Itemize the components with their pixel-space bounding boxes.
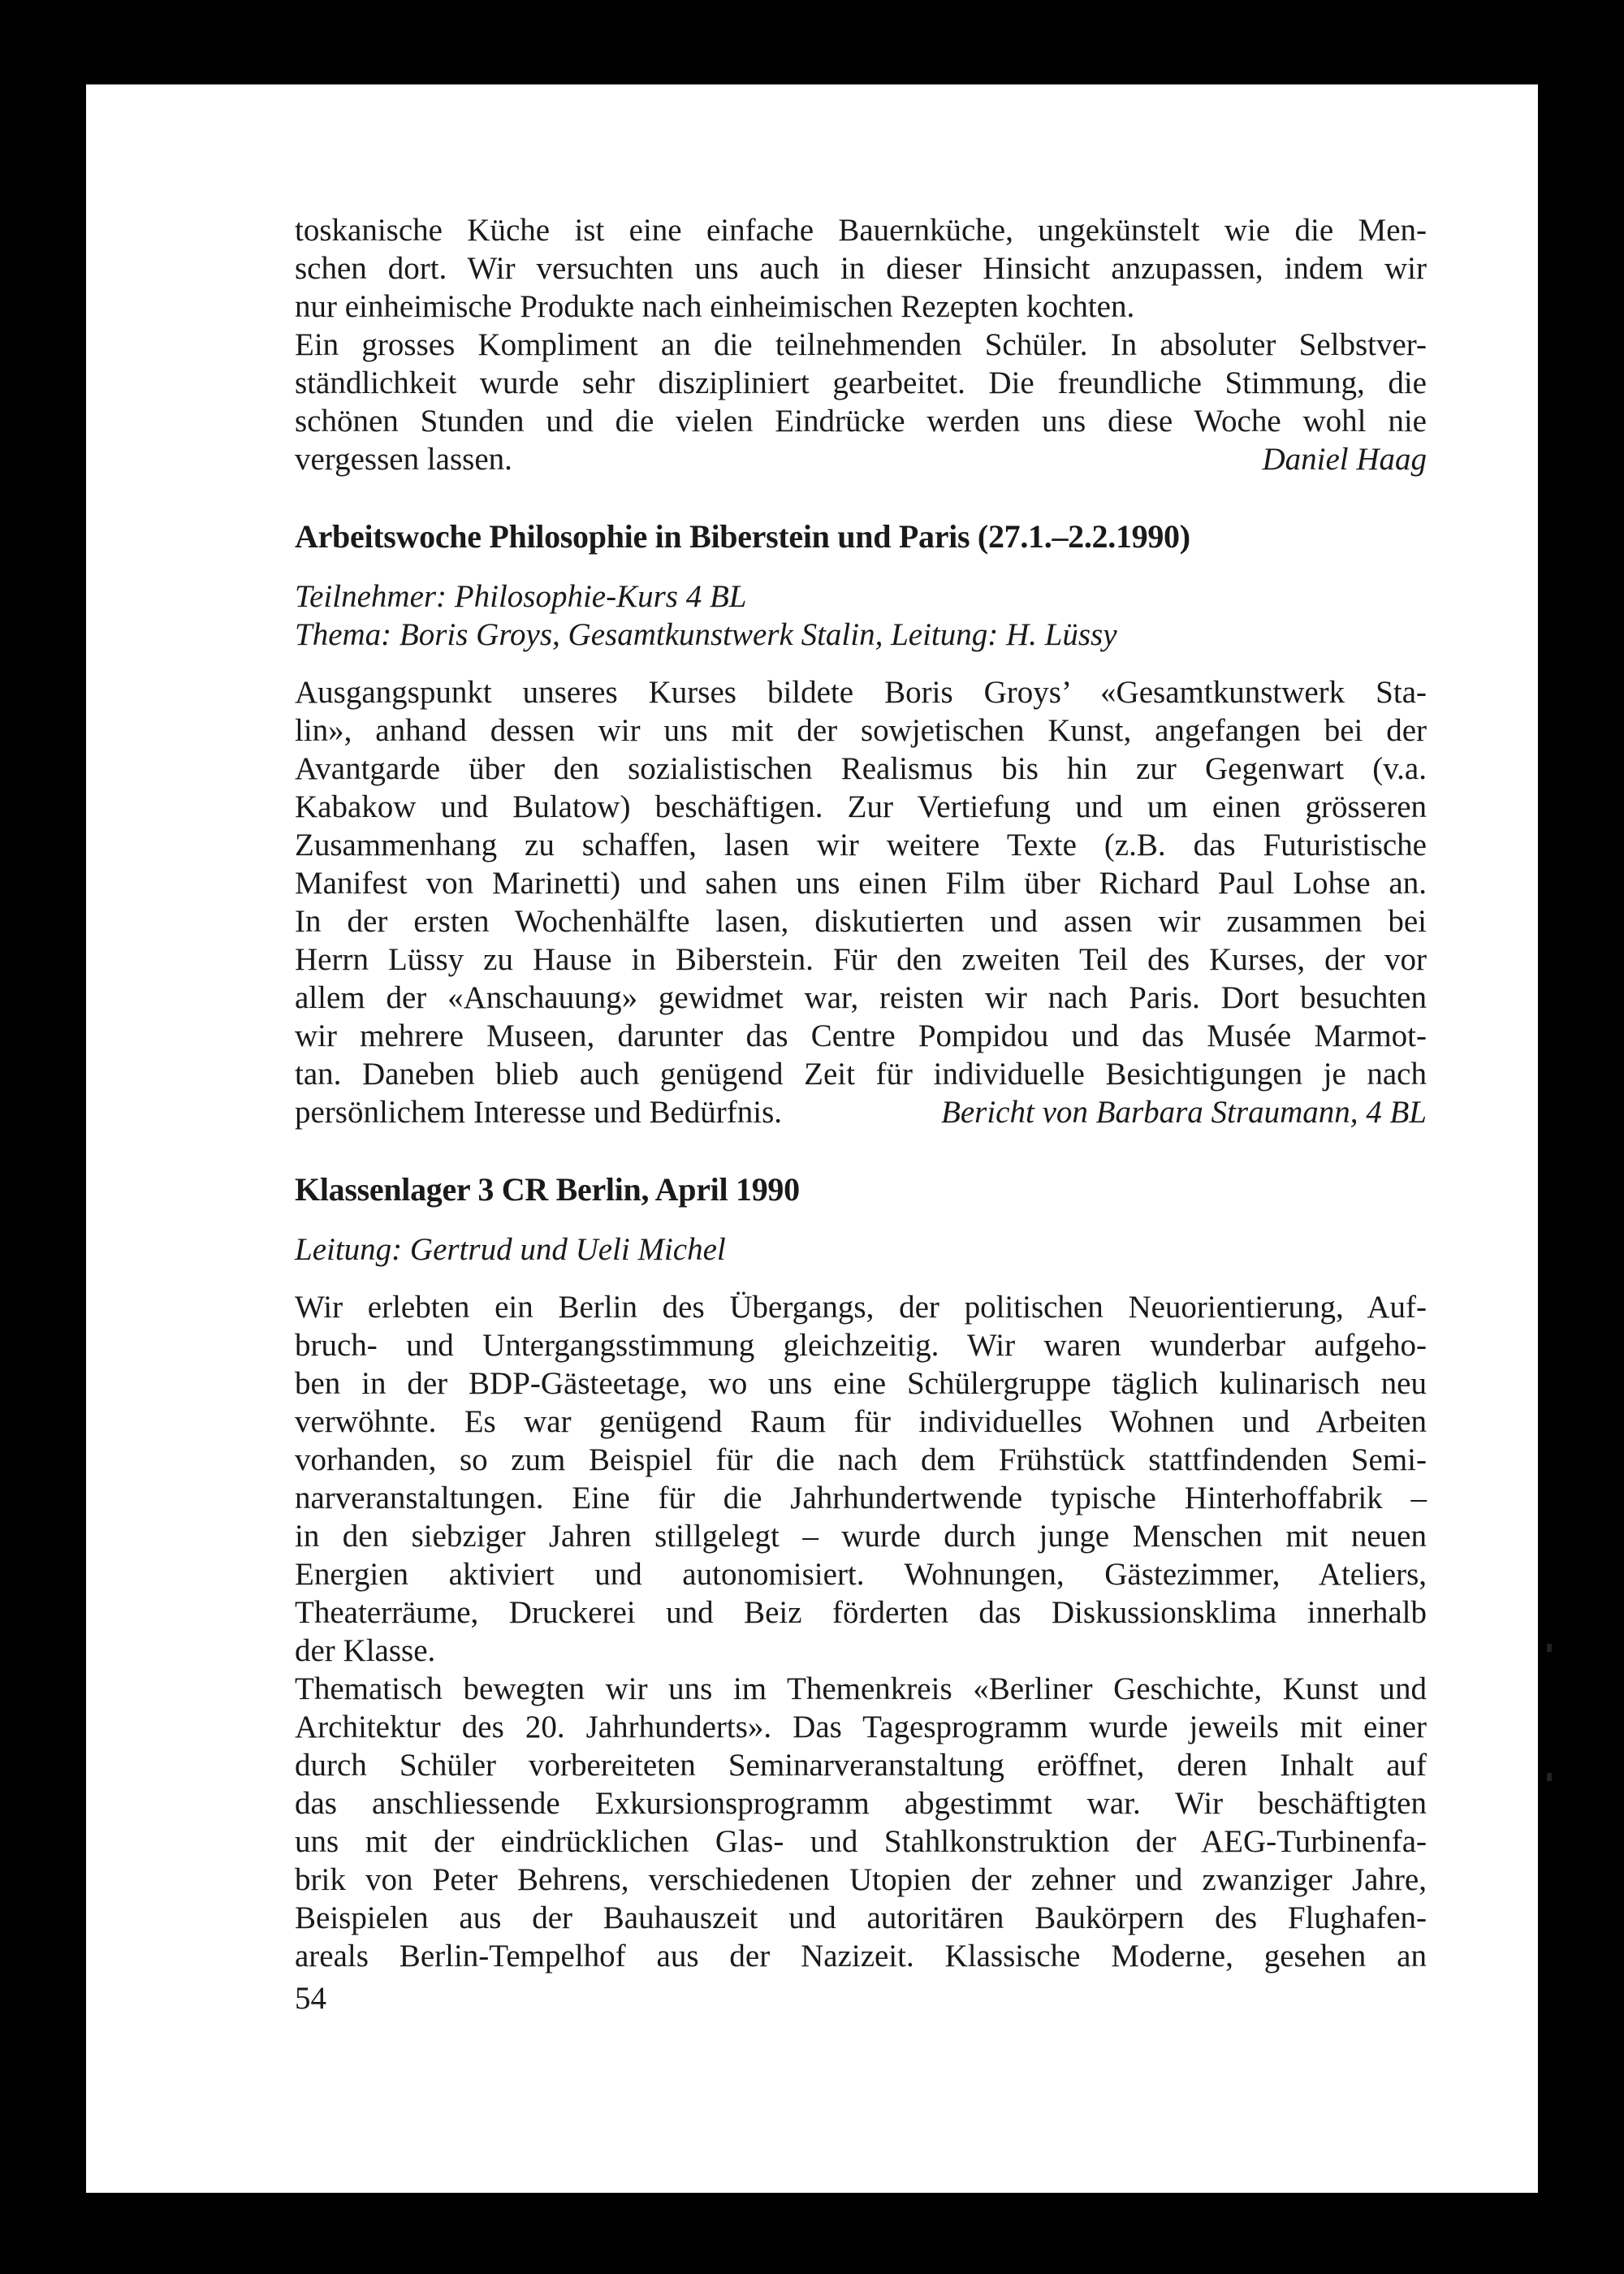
page-number: 54: [295, 1981, 326, 2016]
text-line: durch Schüler vorbereiteten Seminarveranstaltung eröffnet, deren Inhalt auf: [295, 1748, 1427, 1783]
participants-info: Teilnehmer: Philosophie-Kurs 4 BL: [295, 579, 747, 614]
text-line: brik von Peter Behrens, verschiedenen Utopien der zehner und zwanziger Jahre,: [295, 1862, 1427, 1897]
text-line: allem der «Anschauung» gewidmet war, reisten wir nach Paris. Dort besuchten: [295, 980, 1427, 1015]
text-line: Energien aktiviert und autonomisiert. Wohnungen, Gästezimmer, Ateliers,: [295, 1557, 1427, 1592]
text-line: toskanische Küche ist eine einfache Bauernküche, ungekünstelt wie die Men-: [295, 213, 1427, 248]
text-line: wir mehrere Museen, darunter das Centre Pompidou und das Musée Marmot-: [295, 1018, 1427, 1053]
text-line: Theaterräume, Druckerei und Beiz förderten das Diskussionsklima innerhalb: [295, 1595, 1427, 1630]
text-line: der Klasse.: [295, 1633, 436, 1668]
section-heading-berlin: Klassenlager 3 CR Berlin, April 1990: [295, 1171, 800, 1208]
text-line-end: persönlichem Interesse und Bedürfnis.: [295, 1095, 783, 1130]
text-line: Ein grosses Kompliment an die teilnehmenden Schüler. In absoluter Selbstver-: [295, 327, 1427, 362]
text-line: bruch- und Untergangsstimmung gleichzeitig. Wir waren wunderbar aufgeho-: [295, 1328, 1427, 1363]
text-line: In der ersten Wochenhälfte lasen, diskutierten und assen wir zusammen bei: [295, 904, 1427, 939]
leadership-info: Leitung: Gertrud und Ueli Michel: [295, 1232, 726, 1267]
text-line-with-signature: [295, 1093, 1427, 1131]
text-line: verwöhnte. Es war genügend Raum für individuelles Wohnen und Arbeiten: [295, 1404, 1427, 1439]
author-signature: Bericht von Barbara Straumann, 4 BL: [941, 1095, 1427, 1130]
text-line: Ausgangspunkt unseres Kurses bildete Boris Groys’ «Gesamtkunstwerk Sta-: [295, 675, 1427, 710]
paragraph-berlin-report: [295, 1288, 1427, 1975]
text-line: in den siebziger Jahren stillgelegt – wurde durch junge Menschen mit neuen: [295, 1519, 1427, 1554]
text-column: [295, 211, 1427, 1975]
text-line: Zusammenhang zu schaffen, lasen wir weitere Texte (z.B. das Futuristische: [295, 828, 1427, 862]
text-line: narveranstaltungen. Eine für die Jahrhundertwende typische Hinterhoffabrik –: [295, 1481, 1427, 1515]
section-heading-philosophy: Arbeitswoche Philosophie in Biberstein und Paris (27.1.–2.2.1990): [295, 518, 1190, 555]
text-line: Architektur des 20. Jahrhunderts». Das Tagesprogramm wurde jeweils mit einer: [295, 1710, 1427, 1744]
text-line: Herrn Lüssy zu Hause in Biberstein. Für den zweiten Teil des Kurses, der vor: [295, 942, 1427, 977]
text-line: ben in der BDP-Gästeetage, wo uns eine Schülergruppe täglich kulinarisch neu: [295, 1366, 1427, 1401]
text-line: Avantgarde über den sozialistischen Realismus bis hin zur Gegenwart (v.a.: [295, 751, 1427, 786]
text-line: schönen Stunden und die vielen Eindrücke werden uns diese Woche wohl nie: [295, 404, 1427, 439]
text-line: lin», anhand dessen wir uns mit der sowjetischen Kunst, angefangen bei der: [295, 713, 1427, 748]
text-line: Kabakow und Bulatow) beschäftigen. Zur Vertiefung und um einen grösseren: [295, 789, 1427, 824]
text-line: ständlichkeit wurde sehr diszipliniert gearbeitet. Die freundliche Stimmung, die: [295, 365, 1427, 400]
text-line: Thematisch bewegten wir uns im Themenkreis «Berliner Geschichte, Kunst und: [295, 1671, 1427, 1706]
paragraph-philosophy-report: [295, 673, 1427, 1131]
text-line: nur einheimische Produkte nach einheimischen Rezepten kochten.: [295, 289, 1135, 324]
text-line: tan. Daneben blieb auch genügend Zeit für individuelle Besichtigungen je nach: [295, 1057, 1427, 1092]
text-line: schen dort. Wir versuchten uns auch in dieser Hinsicht anzupassen, indem wir: [295, 251, 1427, 286]
scan-mark: [1547, 1644, 1552, 1652]
document-page: [86, 84, 1538, 2193]
scan-mark: [1547, 1773, 1552, 1781]
text-line: Wir erlebten ein Berlin des Übergangs, der politischen Neuorientierung, Auf-: [295, 1290, 1427, 1325]
text-line: uns mit der eindrücklichen Glas- und Stahlkonstruktion der AEG-Turbinenfa-: [295, 1824, 1427, 1859]
text-line: das anschliessende Exkursionsprogramm abgestimmt war. Wir beschäftigten: [295, 1786, 1427, 1821]
text-line: vorhanden, so zum Beispiel für die nach dem Frühstück stattfindenden Semi-: [295, 1442, 1427, 1477]
text-line: Manifest von Marinetti) und sahen uns einen Film über Richard Paul Lohse an.: [295, 866, 1427, 901]
text-line-end: vergessen lassen.: [295, 442, 512, 477]
text-line-with-signature: [295, 440, 1427, 478]
text-line: areals Berlin-Tempelhof aus der Nazizeit. Klassische Moderne, gesehen an: [295, 1939, 1427, 1974]
author-signature: Daniel Haag: [1262, 442, 1427, 477]
paragraph-tuscany-report: [295, 211, 1427, 478]
theme-info: Thema: Boris Groys, Gesamtkunstwerk Stalin, Leitung: H. Lüssy: [295, 617, 1117, 652]
text-line: Beispielen aus der Bauhauszeit und autoritären Baukörpern des Flughafen-: [295, 1900, 1427, 1935]
